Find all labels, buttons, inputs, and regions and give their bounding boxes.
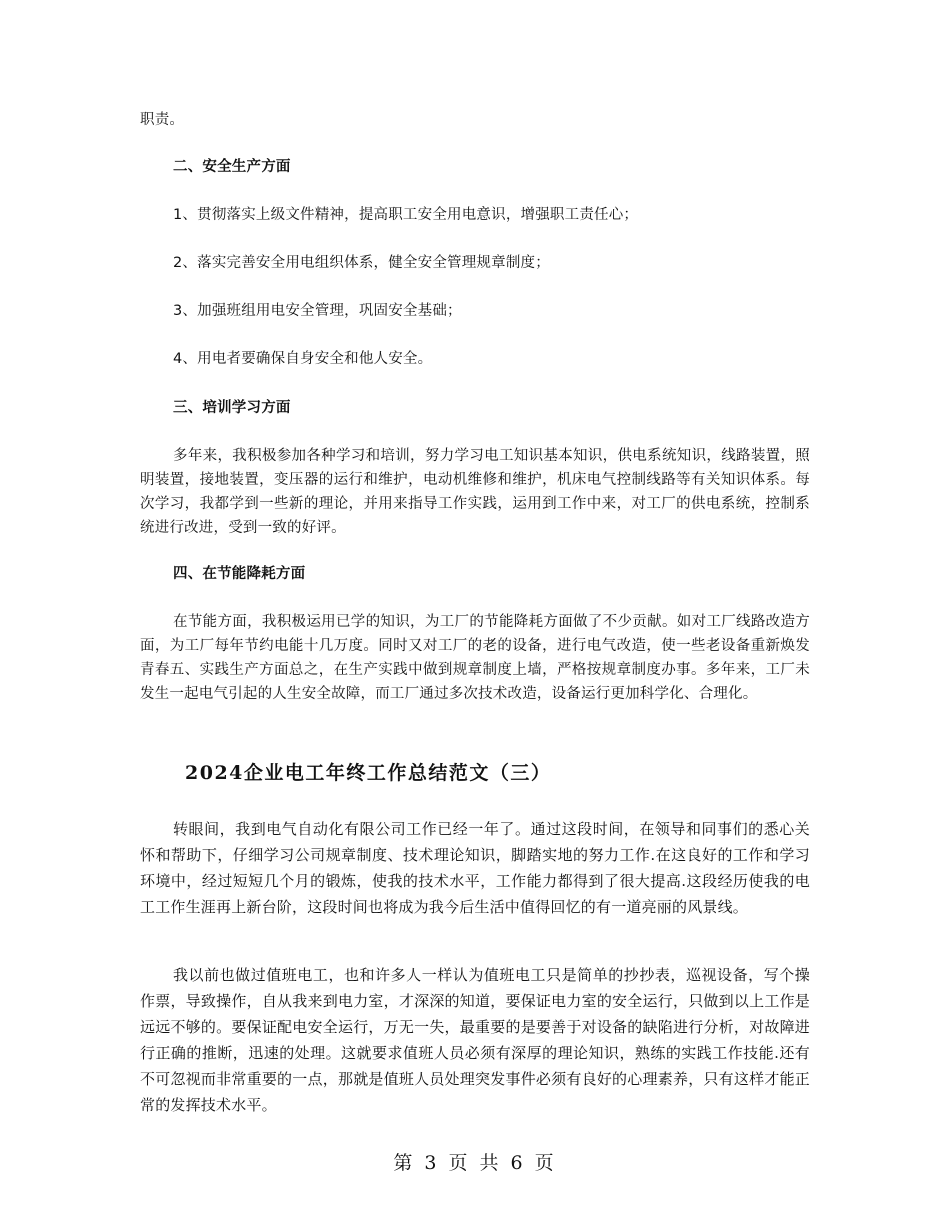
section3-paragraph-2: 我以前也做过值班电工，也和许多人一样认为值班电工只是简单的抄抄表，巡视设备，写个操作票，导致操作，自从我来到电力室，才深深的知道，要保证电力室的安全运行，只做到以上工作是远远不够的。要保证配电安全运行，万无一失，最重要的是要善于对设备的缺陷进行分析，对故障进行正确的推断，迅速的处理。这就要求值班人员必须有深厚的理论知识，熟练的实践工作技能.还有不可忽视而非常重要的一点，那就是值班人员处理突发事件必须有良好的心理素养，只有这样才能正常的发挥技术水平。 xyxy=(140,966,810,1114)
top-fragment-text: 职责。 xyxy=(140,112,185,128)
safety-item-2: 2、落实完善安全用电组织体系，健全安全管理规章制度； xyxy=(173,255,550,271)
safety-item-1: 1、贯彻落实上级文件精神，提高职工安全用电意识，增强职工责任心； xyxy=(173,207,639,223)
safety-item-3: 3、加强班组用电安全管理，巩固安全基础； xyxy=(173,303,462,319)
safety-item-4: 4、用电者要确保自身安全和他人安全。 xyxy=(173,351,433,367)
section3-paragraph-1: 转眼间，我到电气自动化有限公司工作已经一年了。通过这段时间，在领导和同事们的悉心关怀和帮助下，仔细学习公司规章制度、技术理论知识，脚踏实地的努力工作.在这良好的工作和学习环境中，经过短短几个月的锻炼，使我的技术水平，工作能力都得到了很大提高.这段经历使我的电工工作生涯再上新台阶，这段时间也将成为我今后生活中值得回忆的有一道亮丽的风景线。 xyxy=(140,820,810,916)
energy-paragraph: 在节能方面，我积极运用已学的知识，为工厂的节能降耗方面做了不少贡献。如对工厂线路改造方面，为工厂每年节约电能十几万度。同时又对工厂的老的设备，进行电气改造，使一些老设备重新焕发青春五、实践生产方面总之，在生产实践中做到规章制度上墙，严格按规章制度办事。多年来，工厂未发生一起电气引起的人生安全故障，而工厂通过多次技术改造，设备运行更加科学化、合理化。 xyxy=(140,614,810,702)
page-number-footer: 第 3 页 共 6 页 xyxy=(393,1152,557,1174)
safety-heading: 二、安全生产方面 xyxy=(173,159,291,175)
training-paragraph: 多年来，我积极参加各种学习和培训，努力学习电工知识基本知识，供电系统知识，线路装置，照明装置，接地装置，变压器的运行和维护，电动机维修和维护，机床电气控制线路等有关知识体系。每次学习，我都学到一些新的理论，并用来指导工作实践，运用到工作中来，对工厂的供电系统，控制系统进行改进，受到一致的好评。 xyxy=(140,448,810,536)
training-heading: 三、培训学习方面 xyxy=(173,400,291,416)
energy-heading: 四、在节能降耗方面 xyxy=(173,566,306,582)
section3-title: 2024企业电工年终工作总结范文（三） xyxy=(185,762,552,784)
